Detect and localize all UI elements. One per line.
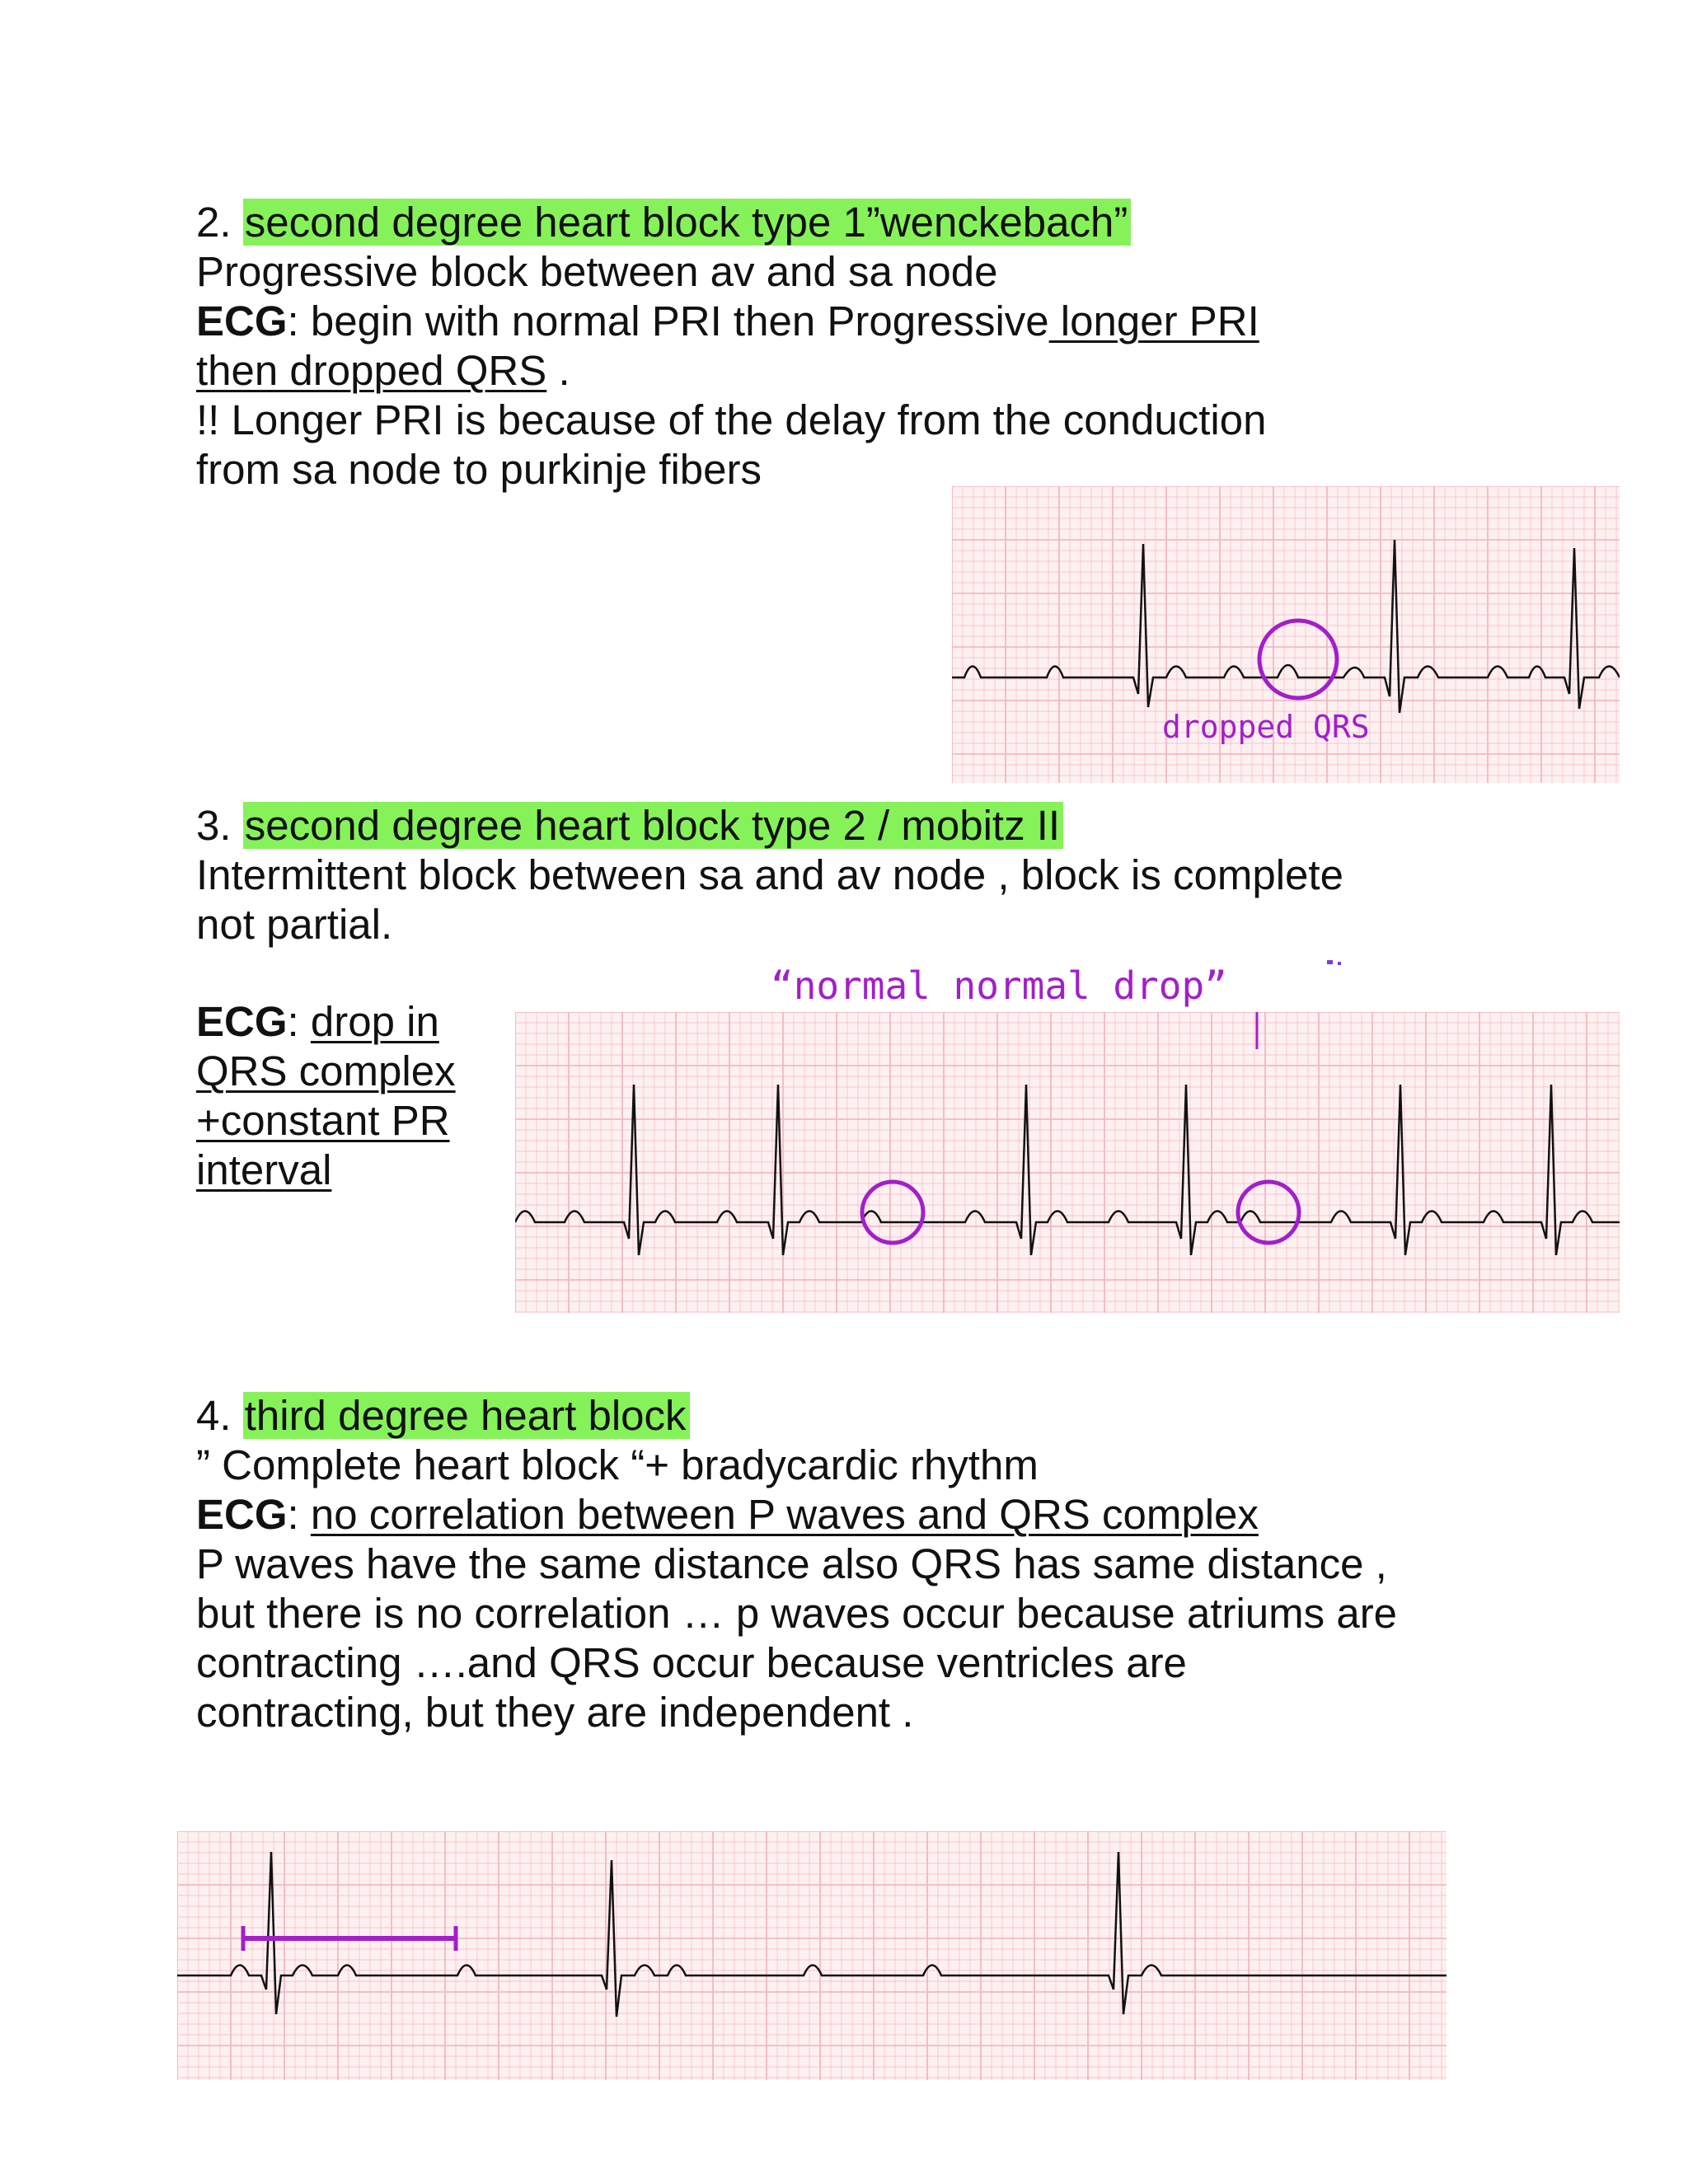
section-2-note-2: from sa node to purkinje fibers — [196, 446, 762, 493]
section-4-line-3: but there is no correlation … p waves occur because atriums are — [196, 1590, 1398, 1637]
ecg-svg-1 — [952, 486, 1620, 783]
dropped-qrs-circle — [862, 1182, 923, 1243]
section-4-title: third degree heart block — [243, 1392, 690, 1439]
ecg-svg-2 — [515, 1012, 1620, 1313]
ecg-strip-wenckebach — [952, 486, 1620, 783]
section-4-line-5: contracting, but they are independent . — [196, 1689, 914, 1736]
svg-text:“normal normal drop”: “normal normal drop” — [771, 963, 1227, 1008]
section-2-line: Progressive block between av and sa node — [196, 248, 998, 295]
ecg-trace — [515, 1085, 1620, 1255]
section-3-line-2: not partial. — [196, 901, 393, 948]
section-3-heading: 3. second degree heart block type 2 / mobitz II — [196, 801, 1343, 851]
section-4-line: ” Complete heart block “+ bradycardic rhythm — [196, 1441, 1039, 1488]
ecg-grid — [177, 1831, 1447, 2080]
section-3 — [196, 801, 1343, 949]
section-2-title: second degree heart block type 1”wenckebach” — [243, 199, 1132, 246]
ecg-strip-third-degree — [177, 1831, 1447, 2080]
ecg-svg-3 — [177, 1831, 1447, 2080]
section-4 — [196, 1391, 1397, 1737]
ecg-strip-mobitz-ii — [515, 1012, 1620, 1313]
ecg-grid — [515, 1012, 1620, 1313]
section-3-ecg-note: ECG: drop in QRS complex +constant PR interval — [196, 998, 456, 1193]
section-4-ecg-line: ECG: no correlation between P waves and QRS complex — [196, 1491, 1259, 1538]
section-4-line-2: P waves have the same distance also QRS has same distance , — [196, 1540, 1387, 1587]
section-2 — [196, 198, 1266, 494]
dropped-qrs-circle — [1259, 621, 1337, 698]
section-4-heading: 4. third degree heart block — [196, 1391, 1397, 1441]
section-2-ecg-line-2: then dropped QRS . — [196, 347, 570, 394]
section-4-line-4: contracting ….and QRS occur because ventricles are — [196, 1639, 1187, 1686]
section-3-line: Intermittent block between sa and av node , block is complete — [196, 851, 1343, 898]
section-2-note: !! Longer PRI is because of the delay from the conduction — [196, 396, 1267, 443]
section-2-heading: 2. second degree heart block type 1”wenckebach” — [196, 198, 1266, 247]
dropped-qrs-annotation: dropped QRS — [1162, 709, 1370, 745]
section-2-ecg-line: ECG: begin with normal PRI then Progressive longer PRI — [196, 298, 1259, 344]
ecg-trace — [952, 540, 1620, 713]
section-3-title: second degree heart block type 2 / mobitz II — [243, 802, 1063, 849]
